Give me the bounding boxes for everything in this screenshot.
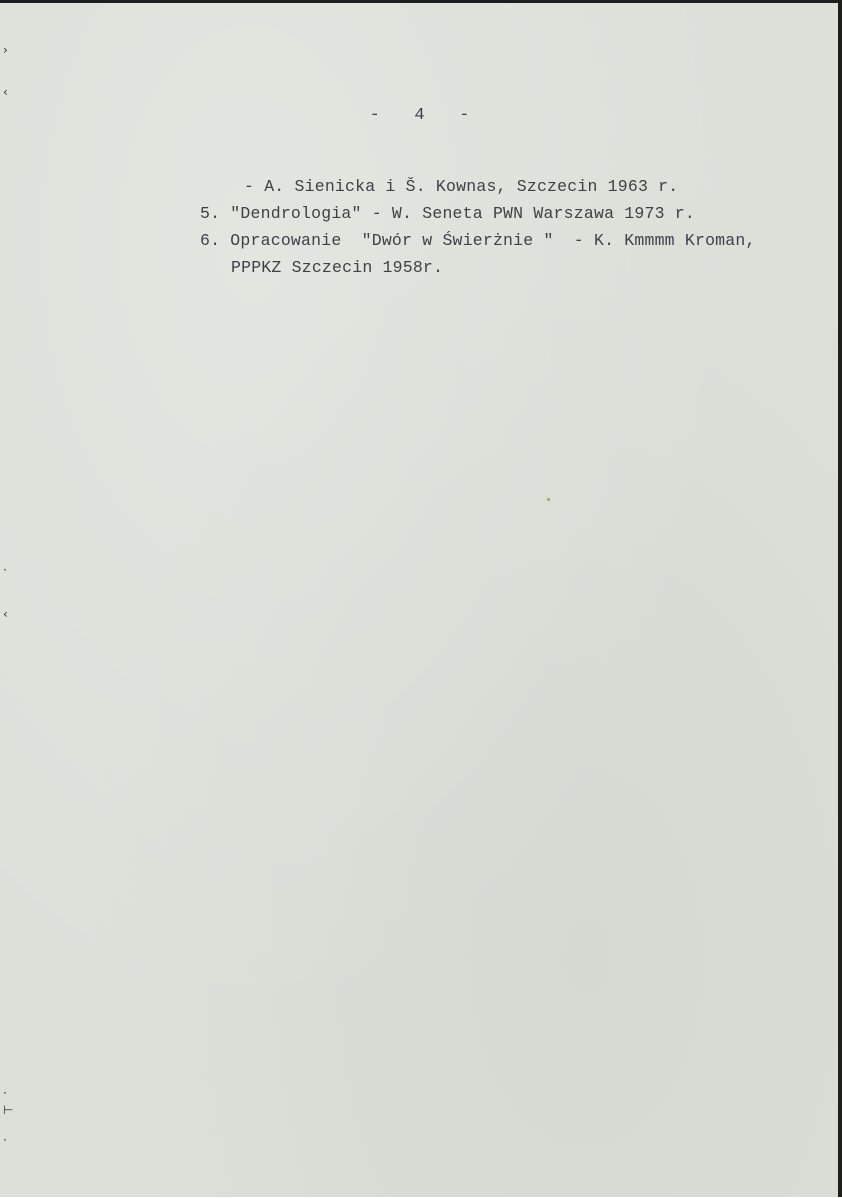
scan-mark: ‹ [3,85,8,99]
paper-speck [547,498,550,501]
scan-mark: · [3,563,7,577]
scan-mark: ‹ [3,607,8,621]
scan-mark: ⊢ [3,1103,14,1117]
reference-line-1: - A. Sienicka i Š. Kownas, Szczecin 1963 r. [244,177,679,196]
scan-mark: · [3,1086,7,1100]
reference-line-3: 6. Opracowanie "Dwór w Świerżnie " - K. Kmmmm Kroman, [200,231,756,250]
scan-mark: › [3,43,8,57]
reference-line-2: 5. "Dendrologia" - W. Seneta PWN Warszawa 1973 r. [200,204,695,223]
reference-line-4: PPPKZ Szczecin 1958r. [231,258,444,277]
scan-mark: · [3,1133,7,1147]
page-number: - 4 - [369,106,471,125]
